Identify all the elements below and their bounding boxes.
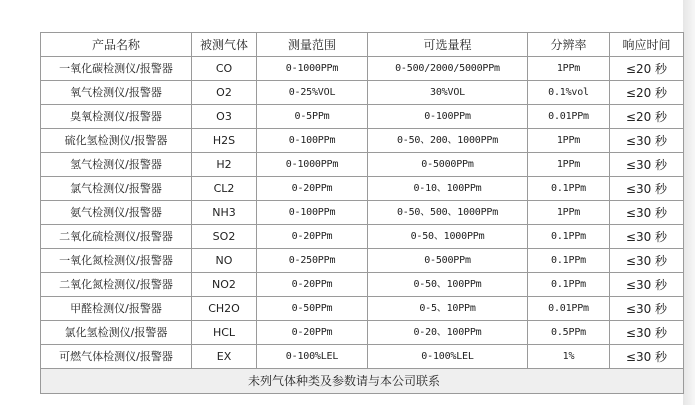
cell-gas: EX	[192, 345, 257, 369]
cell-optional-range: 0-20、100PPm	[368, 321, 528, 345]
cell-resolution: 0.1PPm	[528, 273, 610, 297]
header-gas: 被测气体	[192, 33, 257, 57]
cell-resolution: 0.01PPm	[528, 297, 610, 321]
cell-response-time: ≤30 秒	[610, 201, 684, 225]
table-row	[41, 57, 684, 81]
cell-measure-range: 0-1000PPm	[257, 57, 368, 81]
cell-optional-range: 0-50、500、1000PPm	[368, 201, 528, 225]
table-row	[41, 249, 684, 273]
cell-resolution: 0.1PPm	[528, 225, 610, 249]
cell-response-time: ≤30 秒	[610, 249, 684, 273]
page-right-shadow	[683, 0, 695, 405]
cell-resolution: 1PPm	[528, 129, 610, 153]
cell-product-name: 一氧化碳检测仪/报警器	[41, 57, 192, 81]
cell-response-time: ≤30 秒	[610, 345, 684, 369]
table-row	[41, 321, 684, 345]
table-row	[41, 225, 684, 249]
cell-product-name: 氯化氢检测仪/报警器	[41, 321, 192, 345]
cell-gas: O2	[192, 81, 257, 105]
cell-gas: NH3	[192, 201, 257, 225]
cell-measure-range: 0-100PPm	[257, 201, 368, 225]
footer-note-cell	[41, 369, 684, 394]
cell-measure-range: 0-5PPm	[257, 105, 368, 129]
header-optional-range: 可选量程	[368, 33, 528, 57]
cell-optional-range: 0-100PPm	[368, 105, 528, 129]
cell-resolution: 1PPm	[528, 57, 610, 81]
cell-measure-range: 0-20PPm	[257, 225, 368, 249]
cell-optional-range: 0-50、200、1000PPm	[368, 129, 528, 153]
footer-note: 未列气体种类及参数请与本公司联系	[247, 374, 440, 388]
cell-measure-range: 0-100PPm	[257, 129, 368, 153]
cell-product-name: 二氧化氮检测仪/报警器	[41, 273, 192, 297]
cell-optional-range: 0-10、100PPm	[368, 177, 528, 201]
cell-resolution: 0.01PPm	[528, 105, 610, 129]
cell-gas: O3	[192, 105, 257, 129]
cell-gas: HCL	[192, 321, 257, 345]
cell-optional-range: 0-50、1000PPm	[368, 225, 528, 249]
cell-product-name: 硫化氢检测仪/报警器	[41, 129, 192, 153]
cell-product-name: 甲醛检测仪/报警器	[41, 297, 192, 321]
cell-measure-range: 0-20PPm	[257, 273, 368, 297]
cell-resolution: 0.5PPm	[528, 321, 610, 345]
table-row	[41, 345, 684, 369]
cell-response-time: ≤30 秒	[610, 177, 684, 201]
table-row	[41, 105, 684, 129]
cell-optional-range: 0-5000PPm	[368, 153, 528, 177]
cell-gas: NO2	[192, 273, 257, 297]
cell-response-time: ≤20 秒	[610, 57, 684, 81]
cell-optional-range: 0-50、100PPm	[368, 273, 528, 297]
cell-response-time: ≤30 秒	[610, 321, 684, 345]
cell-optional-range: 0-5、10PPm	[368, 297, 528, 321]
cell-measure-range: 0-100%LEL	[257, 345, 368, 369]
cell-response-time: ≤30 秒	[610, 297, 684, 321]
cell-gas: SO2	[192, 225, 257, 249]
cell-measure-range: 0-50PPm	[257, 297, 368, 321]
cell-measure-range: 0-20PPm	[257, 177, 368, 201]
cell-resolution: 0.1PPm	[528, 177, 610, 201]
header-measure-range: 测量范围	[257, 33, 368, 57]
cell-response-time: ≤30 秒	[610, 129, 684, 153]
cell-optional-range: 0-100%LEL	[368, 345, 528, 369]
cell-measure-range: 0-1000PPm	[257, 153, 368, 177]
table-row	[41, 297, 684, 321]
cell-resolution: 1PPm	[528, 201, 610, 225]
table-row	[41, 177, 684, 201]
cell-product-name: 氧气检测仪/报警器	[41, 81, 192, 105]
cell-gas: H2	[192, 153, 257, 177]
cell-resolution: 1PPm	[528, 153, 610, 177]
cell-product-name: 二氧化硫检测仪/报警器	[41, 225, 192, 249]
cell-optional-range: 0-500/2000/5000PPm	[368, 57, 528, 81]
cell-resolution: 0.1%vol	[528, 81, 610, 105]
cell-response-time: ≤20 秒	[610, 81, 684, 105]
footer-row	[41, 369, 684, 394]
cell-product-name: 一氧化氮检测仪/报警器	[41, 249, 192, 273]
cell-product-name: 氨气检测仪/报警器	[41, 201, 192, 225]
header-product-name: 产品名称	[41, 33, 192, 57]
cell-measure-range: 0-250PPm	[257, 249, 368, 273]
table-body	[41, 57, 684, 369]
gas-detector-spec-table	[40, 32, 684, 394]
cell-gas: H2S	[192, 129, 257, 153]
cell-gas: NO	[192, 249, 257, 273]
table-row	[41, 153, 684, 177]
table-row	[41, 273, 684, 297]
cell-measure-range: 0-25%VOL	[257, 81, 368, 105]
cell-product-name: 可燃气体检测仪/报警器	[41, 345, 192, 369]
cell-gas: CO	[192, 57, 257, 81]
cell-response-time: ≤30 秒	[610, 273, 684, 297]
header-response-time: 响应时间	[610, 33, 684, 57]
cell-optional-range: 30%VOL	[368, 81, 528, 105]
cell-product-name: 氯气检测仪/报警器	[41, 177, 192, 201]
cell-product-name: 氢气检测仪/报警器	[41, 153, 192, 177]
table-row	[41, 81, 684, 105]
header-resolution: 分辨率	[528, 33, 610, 57]
table-row	[41, 201, 684, 225]
header-row	[41, 33, 684, 57]
cell-response-time: ≤30 秒	[610, 225, 684, 249]
table-row	[41, 129, 684, 153]
cell-gas: CL2	[192, 177, 257, 201]
cell-gas: CH2O	[192, 297, 257, 321]
cell-response-time: ≤30 秒	[610, 153, 684, 177]
cell-response-time: ≤20 秒	[610, 105, 684, 129]
cell-product-name: 臭氧检测仪/报警器	[41, 105, 192, 129]
cell-resolution: 1%	[528, 345, 610, 369]
cell-resolution: 0.1PPm	[528, 249, 610, 273]
cell-measure-range: 0-20PPm	[257, 321, 368, 345]
cell-optional-range: 0-500PPm	[368, 249, 528, 273]
